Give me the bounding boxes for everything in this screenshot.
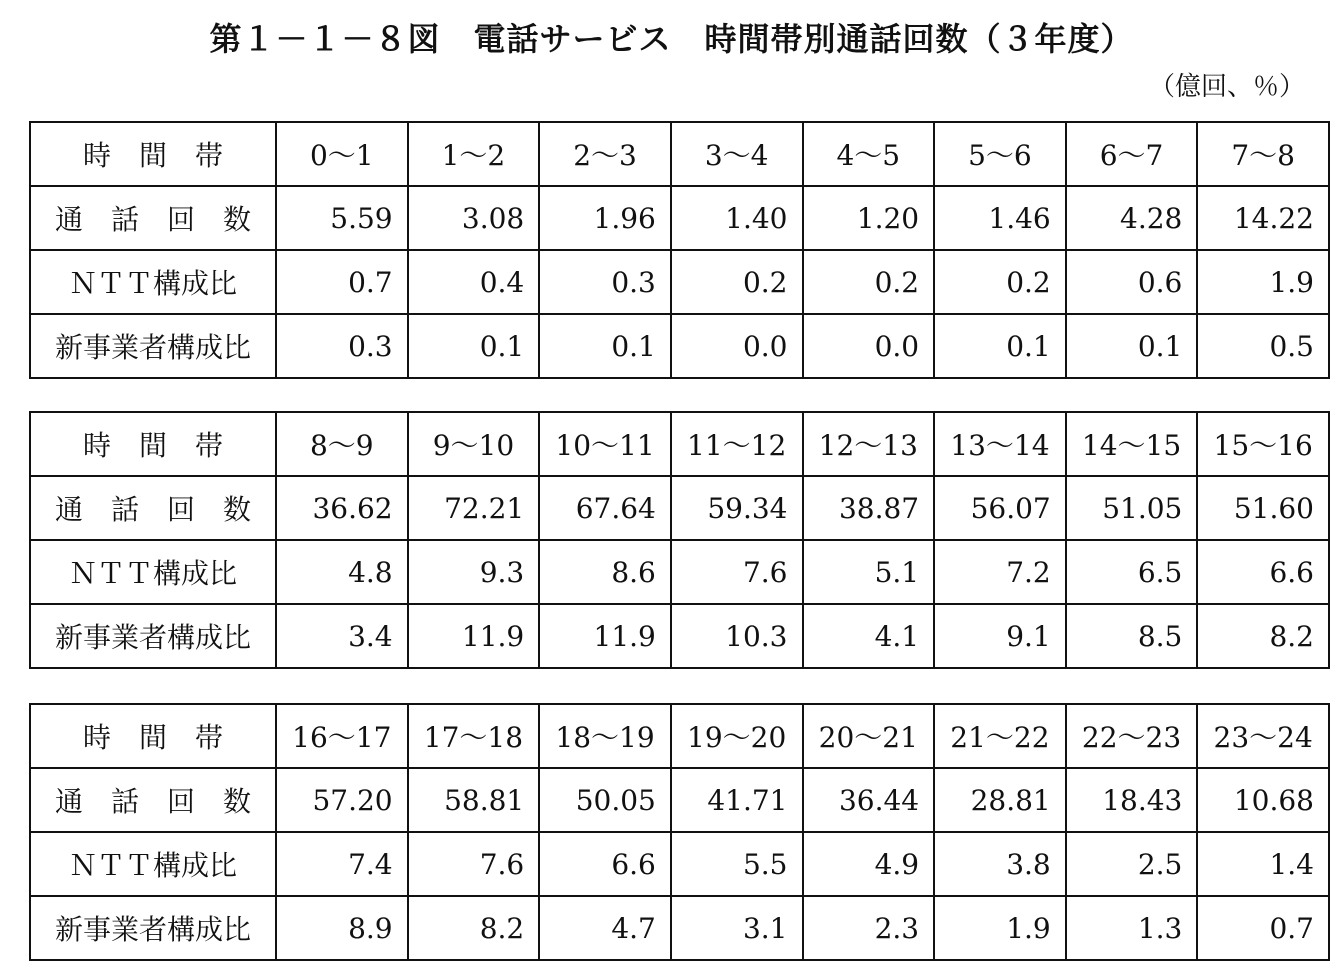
ntt-share-cell: 0.2 [671, 250, 803, 314]
new-carrier-share-cell: 0.1 [408, 314, 540, 378]
calls-cell: 57.20 [276, 768, 408, 832]
period-cell: 9～10 [408, 412, 540, 476]
table-row [30, 704, 1329, 768]
calls-cell: 1.20 [803, 186, 935, 250]
calls-cell: 58.81 [408, 768, 540, 832]
period-cell: 19～20 [671, 704, 803, 768]
new-carrier-share-cell: 0.3 [276, 314, 408, 378]
row-label-new: 新事業者構成比 [30, 314, 276, 378]
calls-cell: 1.96 [539, 186, 671, 250]
row-label-new: 新事業者構成比 [30, 896, 276, 960]
new-carrier-share-cell: 1.9 [934, 896, 1066, 960]
ntt-share-cell: 0.6 [1066, 250, 1198, 314]
ntt-share-cell: 6.6 [539, 832, 671, 896]
table-row [30, 122, 1329, 186]
row-label-ntt: ＮＴＴ構成比 [30, 540, 276, 604]
period-cell: 16～17 [276, 704, 408, 768]
calls-cell: 59.34 [671, 476, 803, 540]
period-cell: 14～15 [1066, 412, 1198, 476]
row-label-time: 時 間 帯 [30, 704, 276, 768]
new-carrier-share-cell: 0.0 [803, 314, 935, 378]
row-label-ntt: ＮＴＴ構成比 [30, 250, 276, 314]
calls-cell: 1.46 [934, 186, 1066, 250]
unit-label: （億回、％） [1148, 72, 1305, 102]
period-cell: 17～18 [408, 704, 540, 768]
ntt-share-cell: 3.8 [934, 832, 1066, 896]
ntt-share-cell: 6.5 [1066, 540, 1198, 604]
period-cell: 12～13 [803, 412, 935, 476]
ntt-share-cell: 6.6 [1197, 540, 1329, 604]
row-label-calls: 通 話 回 数 [30, 768, 276, 832]
calls-cell: 51.60 [1197, 476, 1329, 540]
row-label-time: 時 間 帯 [30, 412, 276, 476]
new-carrier-share-cell: 11.9 [408, 604, 540, 668]
period-cell: 13～14 [934, 412, 1066, 476]
ntt-share-cell: 0.2 [934, 250, 1066, 314]
ntt-share-cell: 4.8 [276, 540, 408, 604]
ntt-share-cell: 0.3 [539, 250, 671, 314]
calls-cell: 38.87 [803, 476, 935, 540]
period-cell: 15～16 [1197, 412, 1329, 476]
new-carrier-share-cell: 8.9 [276, 896, 408, 960]
new-carrier-share-cell: 10.3 [671, 604, 803, 668]
data-table-block-2 [29, 411, 1330, 669]
new-carrier-share-cell: 3.1 [671, 896, 803, 960]
data-table-block-3 [29, 703, 1330, 961]
period-cell: 1～2 [408, 122, 540, 186]
ntt-share-cell: 0.7 [276, 250, 408, 314]
ntt-share-cell: 9.3 [408, 540, 540, 604]
ntt-share-cell: 1.9 [1197, 250, 1329, 314]
calls-cell: 36.44 [803, 768, 935, 832]
ntt-share-cell: 7.6 [671, 540, 803, 604]
calls-cell: 5.59 [276, 186, 408, 250]
new-carrier-share-cell: 0.5 [1197, 314, 1329, 378]
calls-cell: 72.21 [408, 476, 540, 540]
ntt-share-cell: 8.6 [539, 540, 671, 604]
period-cell: 8～9 [276, 412, 408, 476]
period-cell: 22～23 [1066, 704, 1198, 768]
period-cell: 18～19 [539, 704, 671, 768]
period-cell: 0～1 [276, 122, 408, 186]
table-row [30, 832, 1329, 896]
row-label-calls: 通 話 回 数 [30, 476, 276, 540]
calls-cell: 41.71 [671, 768, 803, 832]
ntt-share-cell: 2.5 [1066, 832, 1198, 896]
figure-title: 第１－１－８図 電話サービス 時間帯別通話回数（３年度） [209, 20, 1134, 58]
calls-cell: 56.07 [934, 476, 1066, 540]
calls-cell: 14.22 [1197, 186, 1329, 250]
ntt-share-cell: 4.9 [803, 832, 935, 896]
new-carrier-share-cell: 0.1 [539, 314, 671, 378]
table-row [30, 476, 1329, 540]
table-row [30, 250, 1329, 314]
table-row [30, 186, 1329, 250]
new-carrier-share-cell: 9.1 [934, 604, 1066, 668]
table-row [30, 412, 1329, 476]
ntt-share-cell: 5.5 [671, 832, 803, 896]
new-carrier-share-cell: 8.5 [1066, 604, 1198, 668]
calls-cell: 51.05 [1066, 476, 1198, 540]
calls-cell: 10.68 [1197, 768, 1329, 832]
period-cell: 23～24 [1197, 704, 1329, 768]
calls-cell: 67.64 [539, 476, 671, 540]
period-cell: 4～5 [803, 122, 935, 186]
period-cell: 2～3 [539, 122, 671, 186]
data-table-block-1 [29, 121, 1330, 379]
new-carrier-share-cell: 4.1 [803, 604, 935, 668]
table-row [30, 768, 1329, 832]
ntt-share-cell: 7.6 [408, 832, 540, 896]
ntt-share-cell: 5.1 [803, 540, 935, 604]
ntt-share-cell: 7.4 [276, 832, 408, 896]
calls-cell: 3.08 [408, 186, 540, 250]
table-row [30, 604, 1329, 668]
period-cell: 21～22 [934, 704, 1066, 768]
row-label-time: 時 間 帯 [30, 122, 276, 186]
new-carrier-share-cell: 1.3 [1066, 896, 1198, 960]
calls-cell: 28.81 [934, 768, 1066, 832]
table-row [30, 314, 1329, 378]
ntt-share-cell: 1.4 [1197, 832, 1329, 896]
calls-cell: 50.05 [539, 768, 671, 832]
period-cell: 3～4 [671, 122, 803, 186]
new-carrier-share-cell: 0.0 [671, 314, 803, 378]
new-carrier-share-cell: 0.1 [934, 314, 1066, 378]
period-cell: 6～7 [1066, 122, 1198, 186]
ntt-share-cell: 7.2 [934, 540, 1066, 604]
row-label-ntt: ＮＴＴ構成比 [30, 832, 276, 896]
row-label-calls: 通 話 回 数 [30, 186, 276, 250]
new-carrier-share-cell: 8.2 [1197, 604, 1329, 668]
new-carrier-share-cell: 2.3 [803, 896, 935, 960]
new-carrier-share-cell: 4.7 [539, 896, 671, 960]
new-carrier-share-cell: 0.7 [1197, 896, 1329, 960]
new-carrier-share-cell: 0.1 [1066, 314, 1198, 378]
period-cell: 10～11 [539, 412, 671, 476]
ntt-share-cell: 0.4 [408, 250, 540, 314]
calls-cell: 18.43 [1066, 768, 1198, 832]
new-carrier-share-cell: 3.4 [276, 604, 408, 668]
period-cell: 5～6 [934, 122, 1066, 186]
calls-cell: 1.40 [671, 186, 803, 250]
new-carrier-share-cell: 11.9 [539, 604, 671, 668]
new-carrier-share-cell: 8.2 [408, 896, 540, 960]
period-cell: 20～21 [803, 704, 935, 768]
table-row [30, 540, 1329, 604]
calls-cell: 36.62 [276, 476, 408, 540]
ntt-share-cell: 0.2 [803, 250, 935, 314]
period-cell: 11～12 [671, 412, 803, 476]
period-cell: 7～8 [1197, 122, 1329, 186]
table-row [30, 896, 1329, 960]
calls-cell: 4.28 [1066, 186, 1198, 250]
row-label-new: 新事業者構成比 [30, 604, 276, 668]
